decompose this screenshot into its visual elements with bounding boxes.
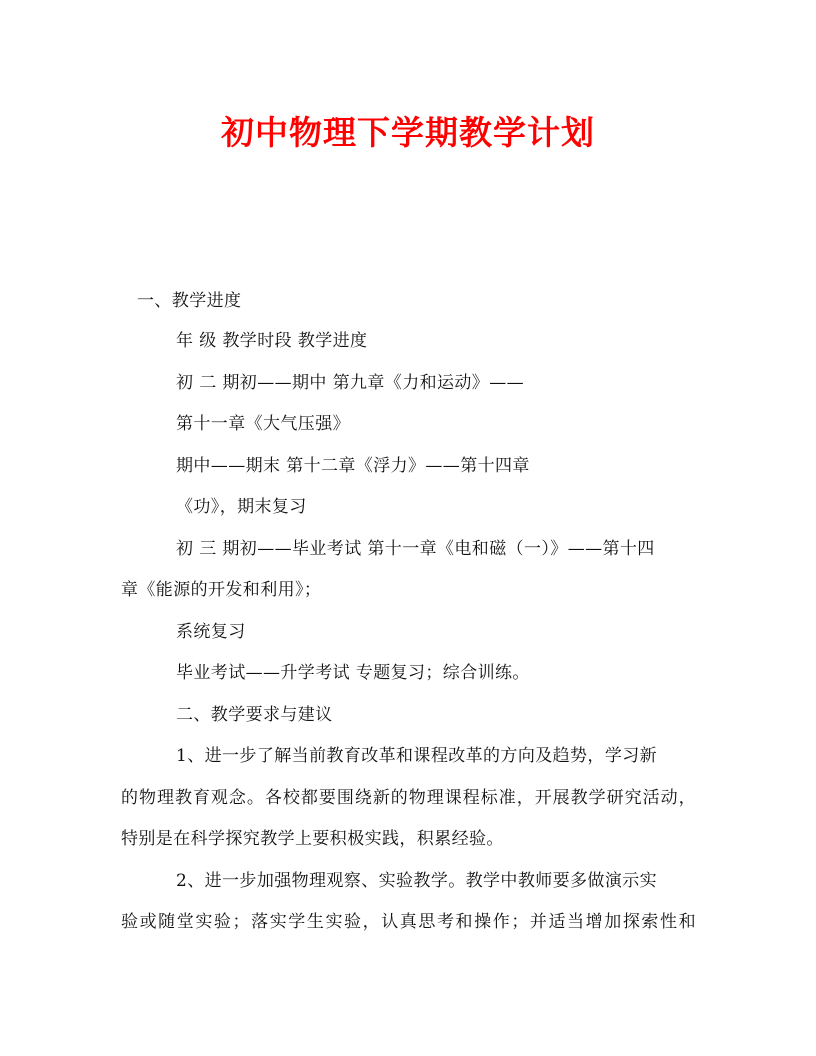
grade-two-line-2: 第十一章《大气压强》 xyxy=(176,414,350,434)
grade-two-line-3: 期中——期末 第十二章《浮力》——第十四章 xyxy=(176,456,530,476)
document-title: 初中物理下学期教学计划 xyxy=(221,113,595,152)
section-heading-requirements: 二、教学要求与建议 xyxy=(176,705,333,725)
grade-three-line-1: 初 三 期初——毕业考试 第十一章《电和磁（一）》——第十四 xyxy=(176,539,655,559)
grade-three-line-4: 毕业考试——升学考试 专题复习；综合训练。 xyxy=(176,663,530,683)
grade-two-line-4: 《功》，期末复习 xyxy=(176,497,307,517)
table-header-line: 年 级 教学时段 教学进度 xyxy=(176,331,368,351)
section-heading-progress: 一、教学进度 xyxy=(137,291,242,311)
paragraph-1-line-1: 1、进一步了解当前教育改革和课程改革的方向及趋势，学习新 xyxy=(176,746,658,766)
paragraph-1-line-3: 特别是在科学探究教学上要积极实践，积累经验。 xyxy=(121,829,504,849)
paragraph-1-line-2: 的物理教育观念。各校都要围绕新的物理课程标准，开展教学研究活动， xyxy=(121,788,696,808)
grade-three-line-2: 章《能源的开发和利用》； xyxy=(121,580,322,600)
paragraph-2-line-1: 2、进一步加强物理观察、实验教学。教学中教师要多做演示实 xyxy=(176,871,658,891)
grade-three-line-3: 系统复习 xyxy=(176,622,246,642)
grade-two-line-1: 初 二 期初——期中 第九章《力和运动》—— xyxy=(176,373,525,393)
paragraph-2-line-2: 验或随堂实验；落实学生实验，认真思考和操作；并适当增加探索性和 xyxy=(121,912,696,932)
